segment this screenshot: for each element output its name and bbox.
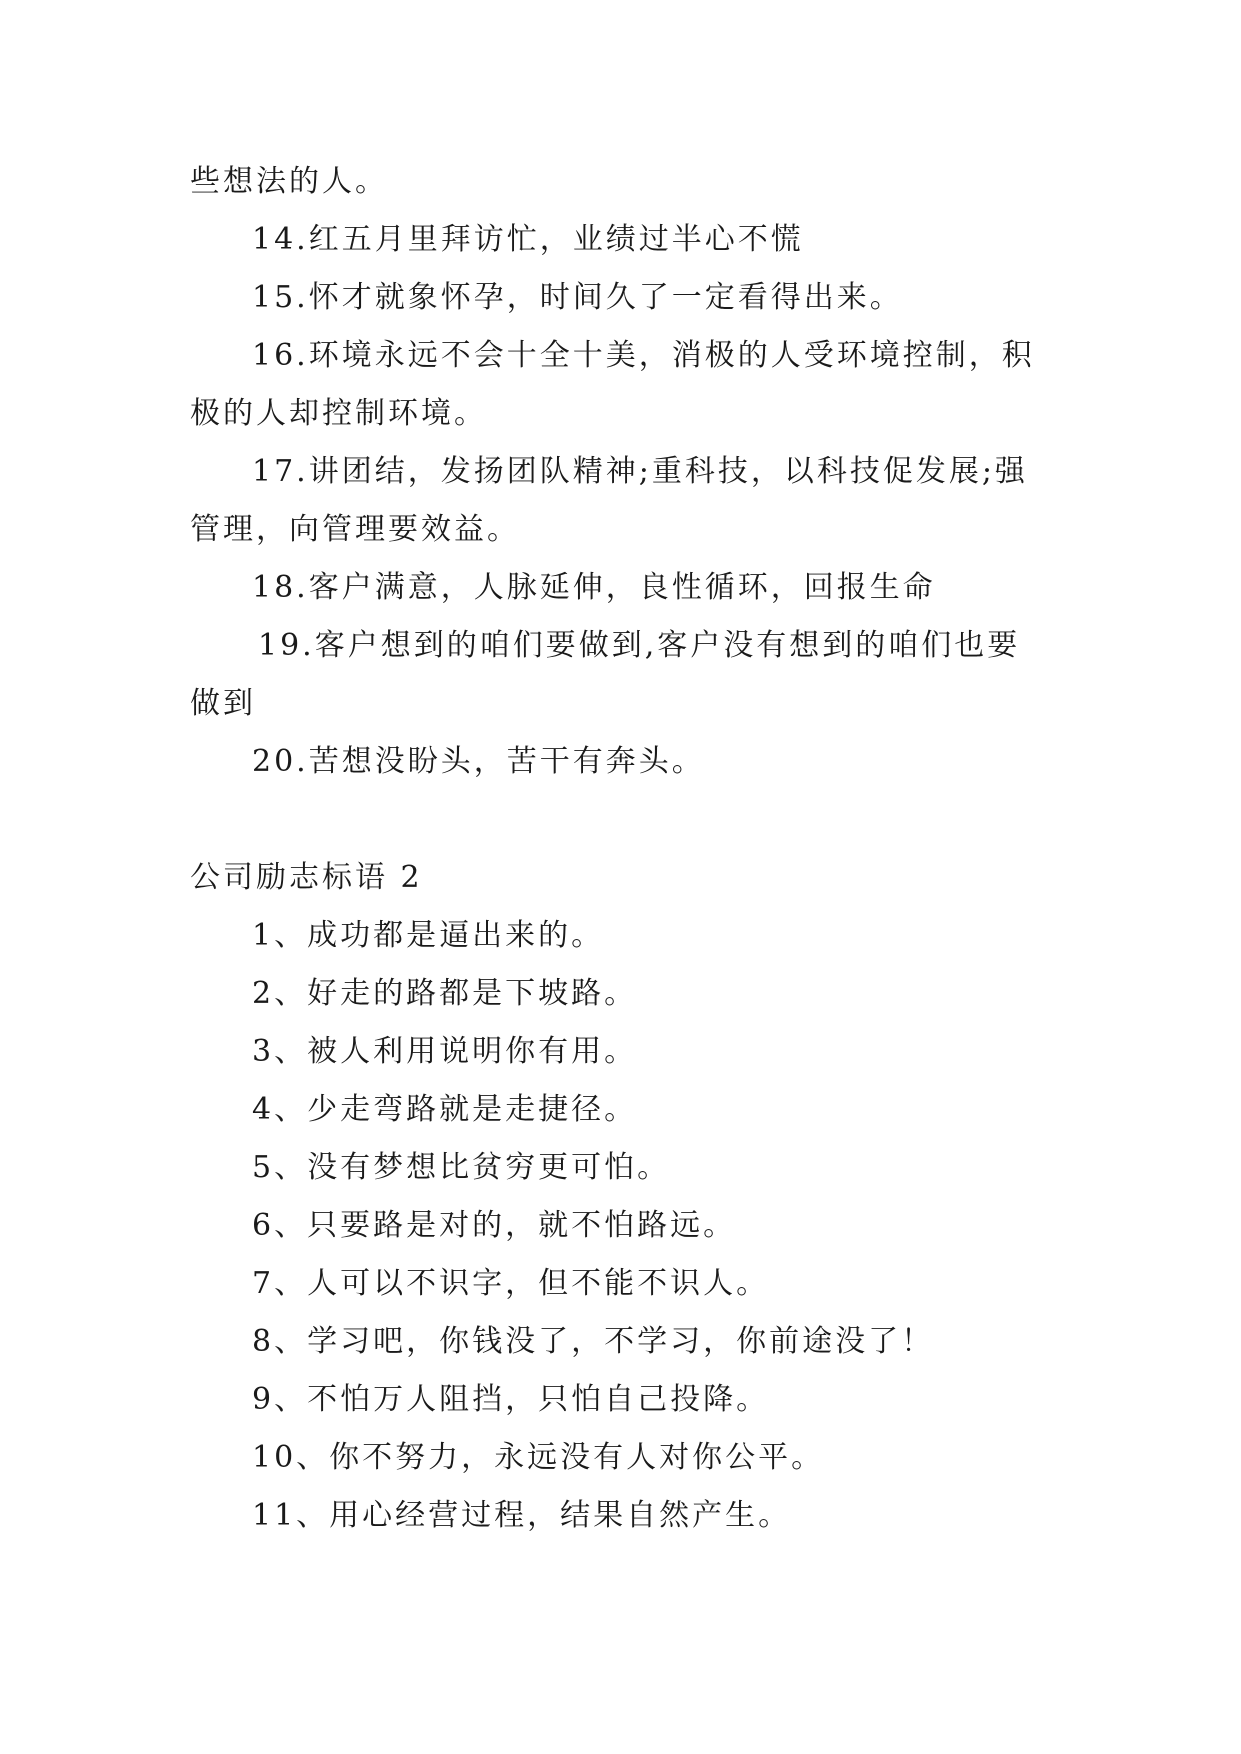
text-line: 15.怀才就象怀孕，时间久了一定看得出来。	[252, 280, 903, 315]
list-item: 2、好走的路都是下坡路。	[252, 976, 638, 1011]
text-line: 14.红五月里拜访忙，业绩过半心不慌	[252, 222, 804, 257]
list-item: 7、人可以不识字，但不能不识人。	[252, 1266, 770, 1301]
text-line: 管理，向管理要效益。	[190, 512, 520, 547]
text-line: 极的人却控制环境。	[190, 396, 487, 431]
list-item: 10、你不努力，永远没有人对你公平。	[252, 1440, 825, 1475]
list-item: 8、学习吧，你钱没了，不学习，你前途没了！	[252, 1324, 935, 1359]
list-item: 1、成功都是逼出来的。	[252, 918, 605, 953]
text-line: 17.讲团结，发扬团队精神;重科技，以科技促发展;强	[252, 454, 1028, 489]
list-item: 9、不怕万人阻挡，只怕自己投降。	[252, 1382, 770, 1417]
list-item: 11、用心经营过程，结果自然产生。	[252, 1498, 792, 1533]
text-line: 做到	[190, 686, 256, 721]
list-item: 5、没有梦想比贫穷更可怕。	[252, 1150, 671, 1185]
text-line: 18.客户满意，人脉延伸，良性循环，回报生命	[252, 570, 936, 605]
text-line: 些想法的人。	[190, 164, 388, 199]
list-item: 6、只要路是对的，就不怕路远。	[252, 1208, 737, 1243]
text-line: 19.客户想到的咱们要做到,客户没有想到的咱们也要	[258, 628, 1021, 663]
section-title: 公司励志标语 2	[190, 860, 423, 895]
list-item: 4、少走弯路就是走捷径。	[252, 1092, 638, 1127]
text-line: 16.环境永远不会十全十美，消极的人受环境控制，积	[252, 338, 1035, 373]
list-item: 3、被人利用说明你有用。	[252, 1034, 638, 1069]
text-line: 20.苦想没盼头，苦干有奔头。	[252, 744, 705, 779]
